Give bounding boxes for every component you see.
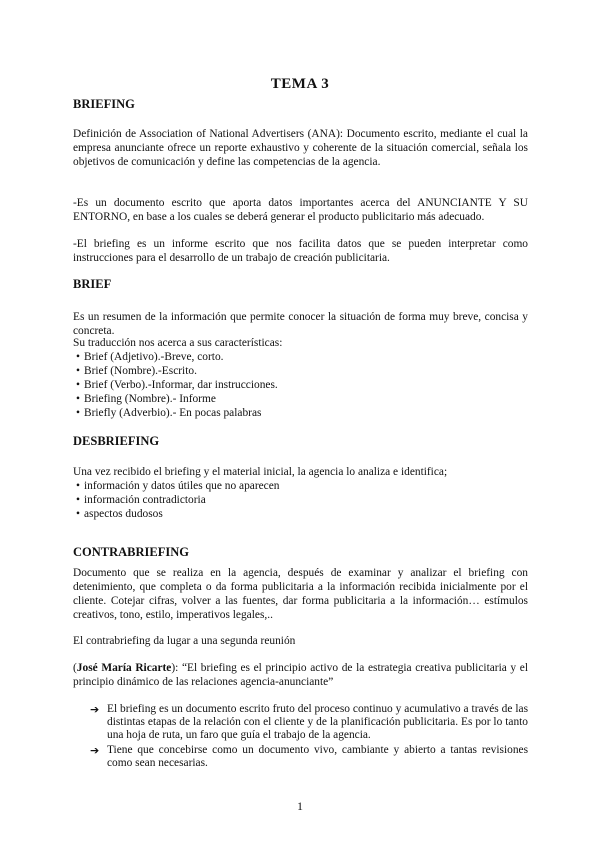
heading-briefing: BRIEFING (73, 97, 135, 111)
page-title: TEMA 3 (270, 76, 330, 92)
briefing-p2-post: , en base a los cuales se deberá generar el producto publicitario más adecuado. (127, 211, 485, 223)
briefing-paragraph-2 (73, 196, 528, 224)
contrabriefing-paragraph-1: Documento que se realiza en la agencia, después de examinar y analizar el briefing con detenimiento, que completa o da forma publicitaria a la información recibida inicialmente por el cliente. Cotejar cifras, volver a las fuentes, dar forma publicitaria a la información… estímulos creativos, tono, estilo, imperativos legales,.. (73, 567, 528, 621)
bullet-icon: • (76, 393, 80, 405)
page-number: 1 (297, 799, 303, 813)
list-item: • Brief (Verbo).-Informar, dar instrucciones. (76, 379, 278, 391)
list-item: • Briefing (Nombre).- Informe (76, 393, 216, 405)
briefing-paragraph-3: -El briefing es un informe escrito que nos facilita datos que se pueden interpretar como instrucciones para el desarrollo de un trabajo de creación publicitaria. (73, 238, 528, 264)
heading-contrabriefing: CONTRABRIEFING (73, 545, 189, 559)
bullet-icon: • (76, 365, 80, 377)
bullet-icon: • (76, 351, 80, 363)
quote-author: José María Ricarte (76, 662, 172, 674)
bullet-icon: • (76, 508, 80, 520)
briefing-p2-emph: ANUNCIANTE Y SU ENTORNO (73, 197, 528, 223)
arrow-right-icon: ➔ (90, 744, 100, 757)
list-item: • Brief (Adjetivo).-Breve, corto. (76, 351, 224, 363)
heading-desbriefing: DESBRIEFING (73, 434, 160, 448)
bullet-icon: • (76, 494, 80, 506)
brief-paragraph-2: Su traducción nos acerca a sus características: (73, 337, 283, 349)
briefing-definition: Definición de Association of National Advertisers (ANA): Documento escrito, mediante el cual la empresa anunciante ofrece un reporte exhaustivo y coherente de la situación comercial, señala los objetivos de comunicación y define las competencias de la agencia. (73, 128, 528, 168)
desbriefing-list (73, 479, 279, 521)
brief-paragraph-1: Es un resumen de la información que permite conocer la situación de forma muy breve, concisa y concreta. (73, 311, 528, 337)
contrabriefing-quote: (José María Ricarte): “El briefing es el principio activo de la estrategia creativa publicitaria y el principio dinámico de las relaciones agencia-anunciante” (73, 662, 528, 688)
desbriefing-paragraph-1: Una vez recibido el briefing y el material inicial, la agencia lo analiza e identifica; (73, 466, 448, 478)
bullet-icon: • (76, 480, 80, 492)
list-item: ➔ Tiene que concebirse como un documento vivo, cambiante y abierto a tantas revisiones como sean necesarias. (90, 744, 528, 769)
list-item: • información y datos útiles que no aparecen (76, 480, 280, 492)
list-item: • Briefly (Adverbio).- En pocas palabras (76, 407, 262, 419)
list-item: ➔ El briefing es un documento escrito fruto del proceso continuo y acumulativo a través de las distintas etapas de la relación con el cliente y de la planificación publicitaria. Es por lo tanto una hoja de ruta, un faro que guía el trabajo de la agencia. (90, 703, 528, 741)
contrabriefing-arrow-list (73, 703, 528, 772)
bullet-icon: • (76, 407, 80, 419)
heading-brief: BRIEF (73, 277, 112, 291)
list-item: • información contradictoria (76, 494, 206, 506)
brief-list (73, 350, 278, 420)
contrabriefing-paragraph-2: El contrabriefing da lugar a una segunda reunión (73, 635, 296, 647)
arrow-right-icon: ➔ (90, 703, 100, 716)
list-item: • Brief (Nombre).-Escrito. (76, 365, 197, 377)
bullet-icon: • (76, 379, 80, 391)
briefing-p2-pre: -Es un documento escrito que aporta datos importantes acerca del (73, 197, 418, 209)
list-item: • aspectos dudosos (76, 508, 163, 520)
